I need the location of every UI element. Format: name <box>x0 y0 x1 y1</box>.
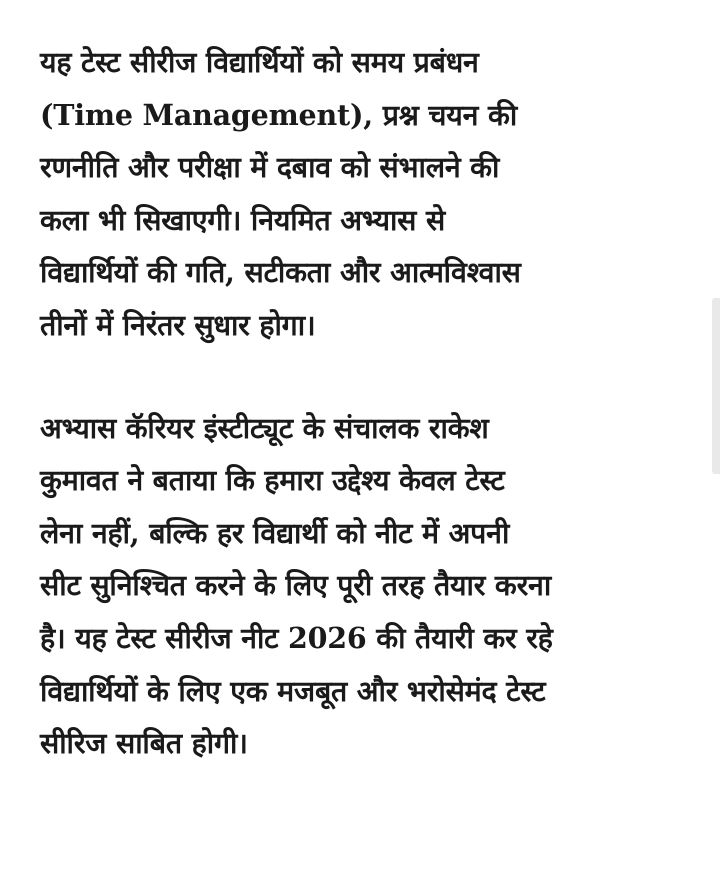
article-body <box>40 36 690 770</box>
article-paragraph-2: अभ्यास कॅरियर इंस्टीट्यूट के संचालक राकेश कुमावत ने बताया कि हमारा उद्देश्य केवल टेस्ट लेना नहीं, बल्कि हर विद्यार्थी को नीट में अपनी सीट सुनिश्चित करने के लिए पूरी तरह तैयार करना है। यह टेस्ट सीरीज नीट 2026 की तैयारी कर रहे विद्यार्थियों के लिए एक मजबूत और भरोसेमंद टेस्ट सीरिज साबित होगी। <box>40 410 553 761</box>
scrollbar[interactable] <box>712 298 720 474</box>
article-paragraph-1: यह टेस्ट सीरीज विद्यार्थियों को समय प्रबंधन (Time Management), प्रश्न चयन की रणनीति और परीक्षा में दबाव को संभालने की कला भी सिखाएगी। नियमित अभ्यास से विद्यार्थियों की गति, सटीकता और आत्मविश्वास तीनों में निरंतर सुधार होगा। <box>40 45 521 342</box>
